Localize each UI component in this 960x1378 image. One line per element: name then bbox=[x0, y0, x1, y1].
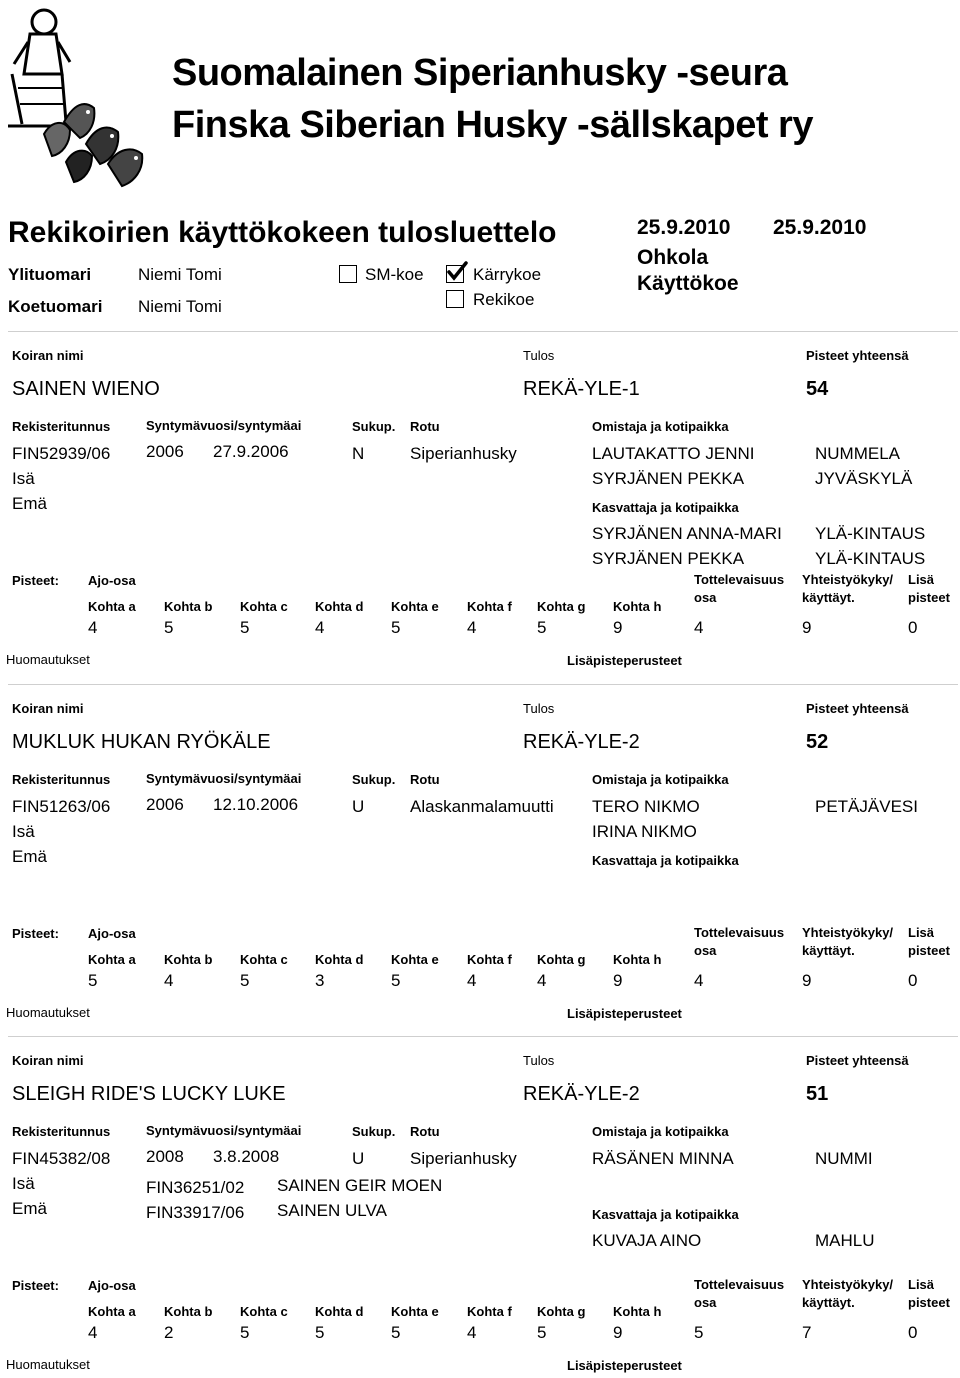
kohta-label-c: Kohta c bbox=[240, 599, 288, 614]
driving-part-label: Ajo-osa bbox=[88, 926, 136, 941]
score-kohta-h: 9 bbox=[613, 971, 623, 990]
owner-label: Omistaja ja kotipaikka bbox=[592, 419, 729, 434]
score-kohta-h: 9 bbox=[613, 1323, 623, 1342]
obedience-score: 4 bbox=[694, 618, 704, 637]
breed: Siperianhusky bbox=[410, 1149, 517, 1168]
sex-label: Sukup. bbox=[352, 1124, 396, 1139]
dam-label: Emä bbox=[12, 1199, 47, 1218]
dog-total-points: 52 bbox=[806, 731, 829, 753]
kohta-label-e: Kohta e bbox=[391, 599, 439, 614]
karrykoe-label: Kärrykoe bbox=[473, 265, 542, 284]
reg-no: FIN52939/06 bbox=[12, 444, 111, 463]
obedience-label-1: Tottelevaisuus bbox=[694, 925, 785, 940]
obedience-label-2: osa bbox=[694, 1295, 717, 1310]
score-kohta-c: 5 bbox=[240, 1323, 250, 1342]
score-kohta-a: 4 bbox=[88, 1323, 98, 1342]
reg-no: FIN45382/08 bbox=[12, 1149, 111, 1168]
kohta-label-h: Kohta h bbox=[613, 952, 662, 967]
cooperation-label-2: käyttäyt. bbox=[802, 943, 855, 958]
dog-name-label: Koiran nimi bbox=[12, 348, 84, 363]
score-kohta-g: 5 bbox=[537, 1323, 547, 1342]
extra-points-label-2: pisteet bbox=[908, 590, 950, 605]
breeder-place: YLÄ-KINTAUS bbox=[815, 549, 926, 568]
extra-points-label-1: Lisä bbox=[908, 1277, 935, 1292]
kohta-label-g: Kohta g bbox=[537, 1304, 586, 1319]
club-name-fi: Suomalainen Siperianhusky -seura bbox=[172, 52, 788, 94]
owner-place: JYVÄSKYLÄ bbox=[815, 469, 913, 488]
checkmark-icon bbox=[446, 261, 468, 283]
dog-entry-1 bbox=[0, 332, 960, 672]
driving-part-label: Ajo-osa bbox=[88, 1278, 136, 1293]
dog-name: SAINEN WIENO bbox=[12, 378, 160, 400]
extra-points-score: 0 bbox=[908, 971, 918, 990]
dog-entry-2 bbox=[0, 685, 960, 1025]
breeder-name: SYRJÄNEN PEKKA bbox=[592, 549, 745, 568]
kohta-label-a: Kohta a bbox=[88, 599, 136, 614]
kohta-label-a: Kohta a bbox=[88, 952, 136, 967]
score-kohta-a: 4 bbox=[88, 618, 98, 637]
head-judge-name: Niemi Tomi bbox=[138, 265, 222, 284]
karrykoe-checkbox[interactable] bbox=[446, 265, 464, 283]
score-kohta-e: 5 bbox=[391, 971, 401, 990]
score-kohta-a: 5 bbox=[88, 971, 98, 990]
dog-name: SLEIGH RIDE'S LUCKY LUKE bbox=[12, 1083, 286, 1105]
cooperation-label-2: käyttäyt. bbox=[802, 1295, 855, 1310]
score-kohta-c: 5 bbox=[240, 971, 250, 990]
owner-name: SYRJÄNEN PEKKA bbox=[592, 469, 745, 488]
section-divider bbox=[8, 1036, 958, 1037]
kohta-label-b: Kohta b bbox=[164, 599, 213, 614]
kohta-label-f: Kohta f bbox=[467, 599, 512, 614]
sex: U bbox=[352, 1149, 365, 1168]
cooperation-score: 9 bbox=[802, 971, 812, 990]
score-kohta-f: 4 bbox=[467, 618, 477, 637]
breeder-label: Kasvattaja ja kotipaikka bbox=[592, 853, 739, 868]
result-label: Tulos bbox=[523, 1053, 555, 1068]
score-kohta-f: 4 bbox=[467, 1323, 477, 1342]
total-points-label: Pisteet yhteensä bbox=[806, 701, 909, 716]
extra-points-label-2: pisteet bbox=[908, 943, 950, 958]
birth-date: 27.9.2006 bbox=[213, 442, 289, 461]
owner-place: PETÄJÄVESI bbox=[815, 797, 918, 816]
score-kohta-h: 9 bbox=[613, 618, 623, 637]
breed-label: Rotu bbox=[410, 1124, 440, 1139]
total-points-label: Pisteet yhteensä bbox=[806, 1053, 909, 1068]
sire-label: Isä bbox=[12, 822, 35, 841]
total-points-label: Pisteet yhteensä bbox=[806, 348, 909, 363]
result-label: Tulos bbox=[523, 701, 555, 716]
sex: U bbox=[352, 797, 365, 816]
driving-part-label: Ajo-osa bbox=[88, 573, 136, 588]
dog-result: REKÄ-YLE-1 bbox=[523, 378, 640, 400]
obedience-score: 4 bbox=[694, 971, 704, 990]
remarks-label: Huomautukset bbox=[6, 1357, 90, 1372]
kohta-label-h: Kohta h bbox=[613, 1304, 662, 1319]
kohta-label-h: Kohta h bbox=[613, 599, 662, 614]
test-judge-label: Koetuomari bbox=[8, 297, 103, 316]
owner-label: Omistaja ja kotipaikka bbox=[592, 772, 729, 787]
sm-koe-checkbox[interactable] bbox=[339, 265, 357, 283]
rekikoe-label: Rekikoe bbox=[473, 290, 535, 309]
dog-name-label: Koiran nimi bbox=[12, 1053, 84, 1068]
owner-place: NUMMI bbox=[815, 1149, 873, 1168]
breeder-label: Kasvattaja ja kotipaikka bbox=[592, 500, 739, 515]
score-kohta-e: 5 bbox=[391, 1323, 401, 1342]
result-label: Tulos bbox=[523, 348, 555, 363]
kohta-label-b: Kohta b bbox=[164, 952, 213, 967]
head-judge-label: Ylituomari bbox=[8, 265, 92, 284]
owner-name: RÄSÄNEN MINNA bbox=[592, 1149, 734, 1168]
extra-points-label-1: Lisä bbox=[908, 925, 935, 940]
dog-total-points: 54 bbox=[806, 378, 829, 400]
score-kohta-e: 5 bbox=[391, 618, 401, 637]
birth-year: 2006 bbox=[146, 442, 184, 461]
extra-points-label-1: Lisä bbox=[908, 572, 935, 587]
breed-label: Rotu bbox=[410, 772, 440, 787]
owner-name: LAUTAKATTO JENNI bbox=[592, 444, 755, 463]
club-logo bbox=[4, 4, 164, 194]
kohta-label-g: Kohta g bbox=[537, 952, 586, 967]
obedience-label-2: osa bbox=[694, 590, 717, 605]
extra-basis-label: Lisäpisteperusteet bbox=[567, 1006, 682, 1021]
breed-label: Rotu bbox=[410, 419, 440, 434]
kohta-label-c: Kohta c bbox=[240, 952, 288, 967]
breeder-name: SYRJÄNEN ANNA-MARI bbox=[592, 524, 782, 543]
cooperation-label-1: Yhteistyökyky/ bbox=[802, 572, 894, 587]
remarks-label: Huomautukset bbox=[6, 652, 90, 667]
points-label: Pisteet: bbox=[12, 573, 59, 588]
points-label: Pisteet: bbox=[12, 926, 59, 941]
kohta-label-e: Kohta e bbox=[391, 1304, 439, 1319]
extra-basis-label: Lisäpisteperusteet bbox=[567, 653, 682, 668]
sire-label: Isä bbox=[12, 469, 35, 488]
kohta-label-a: Kohta a bbox=[88, 1304, 136, 1319]
kohta-label-c: Kohta c bbox=[240, 1304, 288, 1319]
breeder-place: YLÄ-KINTAUS bbox=[815, 524, 926, 543]
breeder-label: Kasvattaja ja kotipaikka bbox=[592, 1207, 739, 1222]
dog-total-points: 51 bbox=[806, 1083, 829, 1105]
reg-no-label: Rekisteritunnus bbox=[12, 1124, 111, 1139]
obedience-label-2: osa bbox=[694, 943, 717, 958]
dog-name-label: Koiran nimi bbox=[12, 701, 84, 716]
cooperation-label-1: Yhteistyökyky/ bbox=[802, 925, 894, 940]
kohta-label-b: Kohta b bbox=[164, 1304, 213, 1319]
dog-sled-logo-icon bbox=[4, 4, 164, 194]
obedience-label-1: Tottelevaisuus bbox=[694, 1277, 785, 1292]
reg-no-label: Rekisteritunnus bbox=[12, 419, 111, 434]
obedience-label-1: Tottelevaisuus bbox=[694, 572, 785, 587]
cooperation-label-1: Yhteistyökyky/ bbox=[802, 1277, 894, 1292]
score-kohta-b: 4 bbox=[164, 971, 174, 990]
birth-year: 2008 bbox=[146, 1147, 184, 1166]
kohta-label-e: Kohta e bbox=[391, 952, 439, 967]
kohta-label-d: Kohta d bbox=[315, 599, 364, 614]
sex: N bbox=[352, 444, 365, 463]
remarks-label: Huomautukset bbox=[6, 1005, 90, 1020]
sire-reg-no: FIN36251/02 bbox=[146, 1178, 245, 1197]
breeder-place: MAHLU bbox=[815, 1231, 875, 1250]
kohta-label-f: Kohta f bbox=[467, 1304, 512, 1319]
score-kohta-f: 4 bbox=[467, 971, 477, 990]
test-date-2: 25.9.2010 bbox=[773, 216, 867, 239]
breed: Alaskanmalamuutti bbox=[410, 797, 554, 816]
owner-name: IRINA NIKMO bbox=[592, 822, 697, 841]
cooperation-label-2: käyttäyt. bbox=[802, 590, 855, 605]
extra-points-label-2: pisteet bbox=[908, 1295, 950, 1310]
rekikoe-checkbox[interactable] bbox=[446, 290, 464, 308]
owner-place: NUMMELA bbox=[815, 444, 901, 463]
reg-no: FIN51263/06 bbox=[12, 797, 111, 816]
score-kohta-b: 2 bbox=[164, 1323, 174, 1342]
dam-reg-no: FIN33917/06 bbox=[146, 1203, 245, 1222]
dog-result: REKÄ-YLE-2 bbox=[523, 731, 640, 753]
dam-label: Emä bbox=[12, 847, 47, 866]
page-title: Rekikoirien käyttökokeen tulosluettelo bbox=[8, 216, 557, 249]
dog-entry-3 bbox=[0, 1037, 960, 1377]
sex-label: Sukup. bbox=[352, 772, 396, 787]
test-date-1: 25.9.2010 bbox=[637, 216, 731, 239]
cooperation-score: 7 bbox=[802, 1323, 812, 1342]
score-kohta-g: 4 bbox=[537, 971, 547, 990]
owner-label: Omistaja ja kotipaikka bbox=[592, 1124, 729, 1139]
test-judge-name: Niemi Tomi bbox=[138, 297, 222, 316]
sex-label: Sukup. bbox=[352, 419, 396, 434]
owner-name: TERO NIKMO bbox=[592, 797, 700, 816]
kohta-label-f: Kohta f bbox=[467, 952, 512, 967]
reg-no-label: Rekisteritunnus bbox=[12, 772, 111, 787]
kohta-label-d: Kohta d bbox=[315, 952, 364, 967]
score-kohta-d: 4 bbox=[315, 618, 325, 637]
extra-basis-label: Lisäpisteperusteet bbox=[567, 1358, 682, 1373]
points-label: Pisteet: bbox=[12, 1278, 59, 1293]
score-kohta-d: 5 bbox=[315, 1323, 325, 1342]
sire-name: SAINEN GEIR MOEN bbox=[277, 1176, 443, 1195]
dam-label: Emä bbox=[12, 494, 47, 513]
obedience-score: 5 bbox=[694, 1323, 704, 1342]
birth-label: Syntymävuosi/syntymäai bbox=[146, 771, 302, 786]
sm-koe-label: SM-koe bbox=[365, 265, 424, 284]
score-kohta-b: 5 bbox=[164, 618, 174, 637]
kohta-label-g: Kohta g bbox=[537, 599, 586, 614]
score-kohta-d: 3 bbox=[315, 971, 325, 990]
breeder-name: KUVAJA AINO bbox=[592, 1231, 702, 1250]
club-name-sv: Finska Siberian Husky -sällskapet ry bbox=[172, 104, 813, 146]
birth-date: 12.10.2006 bbox=[213, 795, 299, 814]
extra-points-score: 0 bbox=[908, 618, 918, 637]
dog-name: MUKLUK HUKAN RYÖKÄLE bbox=[12, 731, 271, 753]
sire-label: Isä bbox=[12, 1174, 35, 1193]
cooperation-score: 9 bbox=[802, 618, 812, 637]
birth-label: Syntymävuosi/syntymäai bbox=[146, 418, 302, 433]
dog-result: REKÄ-YLE-2 bbox=[523, 1083, 640, 1105]
birth-date: 3.8.2008 bbox=[213, 1147, 280, 1166]
test-type: Käyttökoe bbox=[637, 272, 739, 295]
dam-name: SAINEN ULVA bbox=[277, 1201, 387, 1220]
score-kohta-g: 5 bbox=[537, 618, 547, 637]
section-divider bbox=[8, 684, 958, 685]
birth-label: Syntymävuosi/syntymäai bbox=[146, 1123, 302, 1138]
test-place: Ohkola bbox=[637, 246, 709, 269]
kohta-label-d: Kohta d bbox=[315, 1304, 364, 1319]
score-kohta-c: 5 bbox=[240, 618, 250, 637]
breed: Siperianhusky bbox=[410, 444, 517, 463]
birth-year: 2006 bbox=[146, 795, 184, 814]
extra-points-score: 0 bbox=[908, 1323, 918, 1342]
